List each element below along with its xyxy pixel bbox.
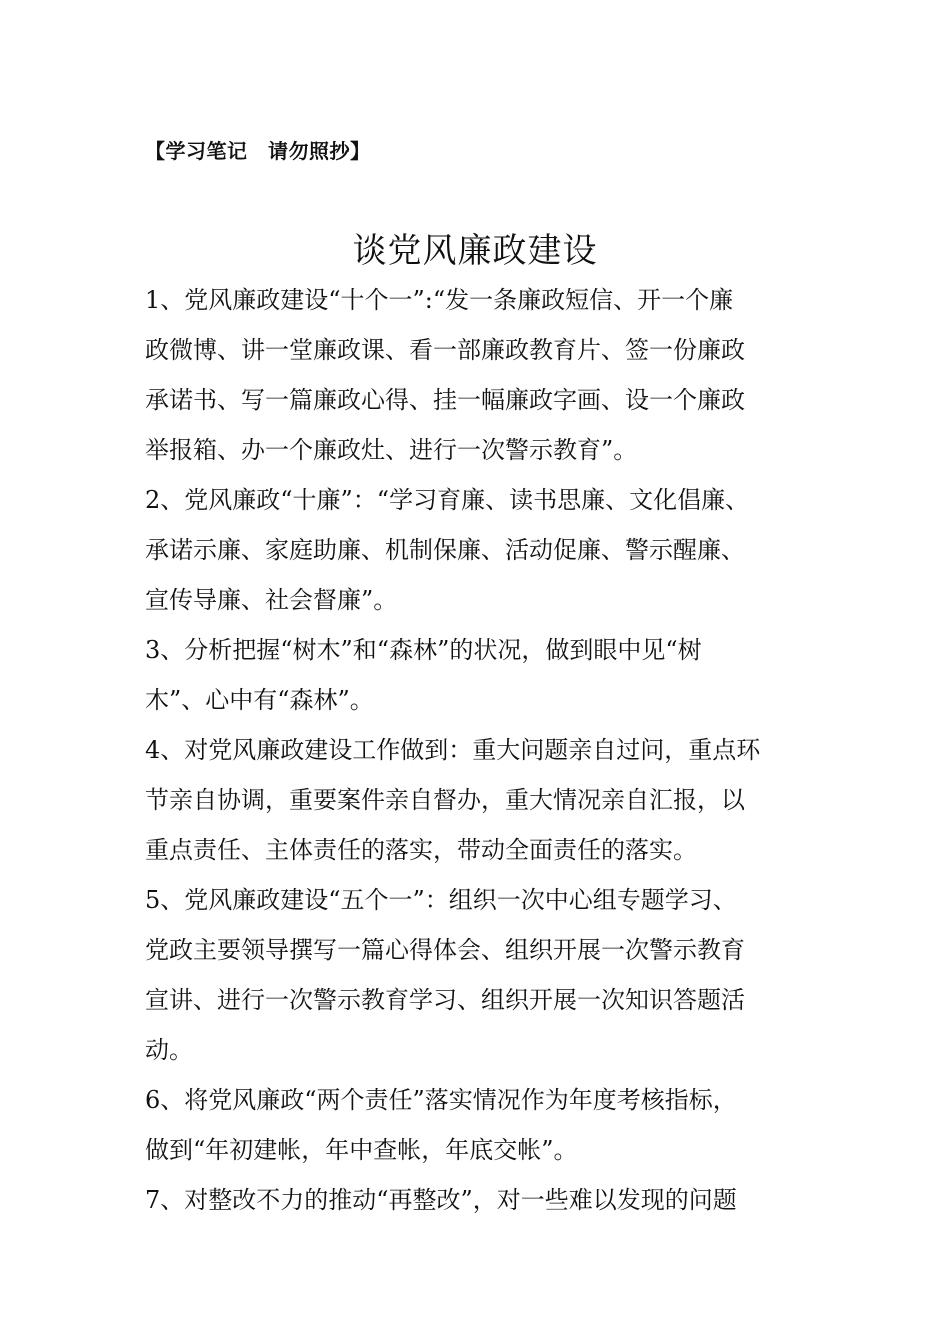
study-note-header: 【学习笔记 请勿照抄】 [145, 139, 371, 163]
document-body [145, 275, 835, 1225]
body-line: 2、党风廉政“十廉”：“学习育廉、读书思廉、文化倡廉、 [145, 486, 750, 514]
body-line: 木”、心中有“森林”。 [145, 686, 374, 714]
body-line: 宣讲、进行一次警示教育学习、组织开展一次知识答题活 [145, 986, 745, 1014]
body-line: 节亲自协调，重要案件亲自督办，重大情况亲自汇报，以 [145, 786, 745, 814]
body-line: 7、对整改不力的推动“再整改”，对一些难以发现的问题 [145, 1186, 737, 1214]
body-line: 1、党风廉政建设“十个一”:“发一条廉政短信、开一个廉 [145, 286, 734, 314]
body-line: 3、分析把握“树木”和“森林”的状况，做到眼中见“树 [145, 636, 702, 664]
body-line: 举报箱、办一个廉政灶、进行一次警示教育”。 [145, 436, 638, 464]
document-title: 谈党风廉政建设 [352, 231, 598, 271]
body-line: 6、将党风廉政“两个责任”落实情况作为年度考核指标， [145, 1086, 737, 1114]
body-line: 承诺书、写一篇廉政心得、挂一幅廉政字画、设一个廉政 [145, 386, 745, 414]
body-line: 5、党风廉政建设“五个一”：组织一次中心组专题学习、 [145, 886, 737, 914]
body-line: 重点责任、主体责任的落实，带动全面责任的落实。 [145, 836, 697, 864]
body-line: 宣传导廉、社会督廉”。 [145, 586, 398, 614]
body-line: 党政主要领导撰写一篇心得体会、组织开展一次警示教育 [145, 936, 745, 964]
body-line: 政微博、讲一堂廉政课、看一部廉政教育片、签一份廉政 [145, 336, 745, 364]
body-line: 承诺示廉、家庭助廉、机制保廉、活动促廉、警示醒廉、 [145, 536, 745, 564]
body-line: 动。 [145, 1036, 193, 1064]
body-line: 4、对党风廉政建设工作做到：重大问题亲自过问，重点环 [145, 736, 761, 764]
body-line: 做到“年初建帐，年中查帐，年底交帐”。 [145, 1136, 578, 1164]
